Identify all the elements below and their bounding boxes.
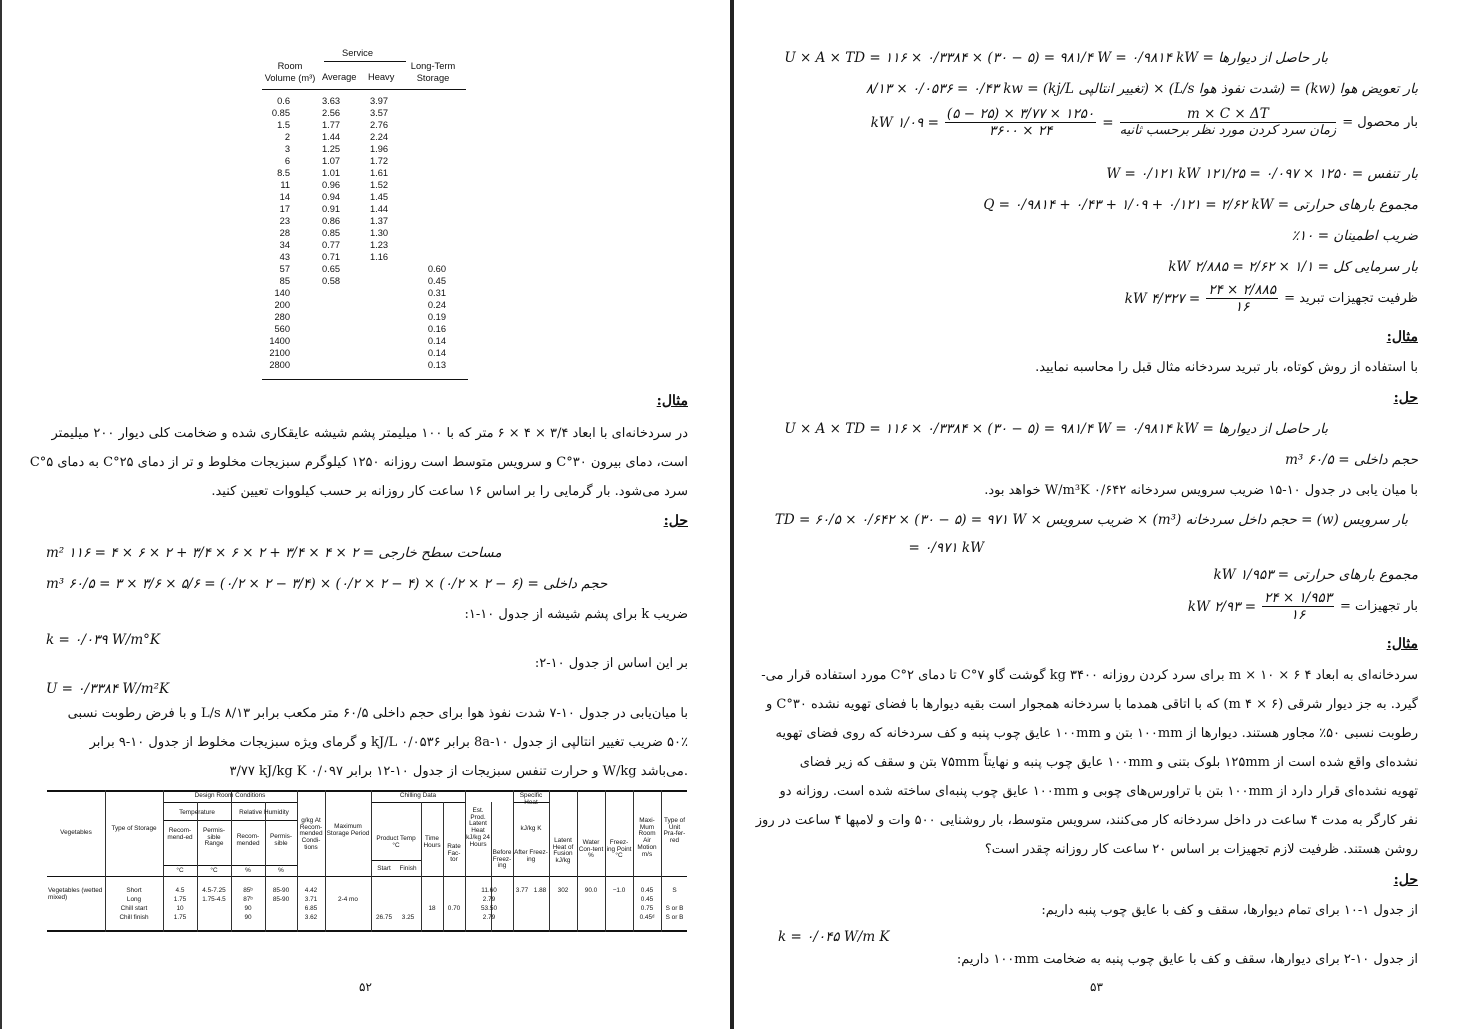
- gkg-header: g/kg At Recom-mended Condi-tions: [299, 817, 323, 851]
- heavy-cell: 1.23: [369, 240, 389, 250]
- room-table-row: [262, 120, 470, 132]
- room-table-row: [262, 324, 470, 336]
- example3-line-3: رطوبت نسبی ۵۰٪ مجاور هستند. دیوارها از ۱۰۰mm بتن و ۱۰۰mm عایق چوب پنبه و کف سردخانه که روی فضای تهویه: [775, 726, 1418, 741]
- water-content-header: Water Con-tent %: [578, 839, 604, 860]
- long-term-cell: 0.60: [427, 264, 446, 274]
- heavy-cell: 1.30: [369, 228, 389, 238]
- rate-factor-header: Rate Fac-tor: [447, 843, 461, 864]
- solution2-heading: حل:: [1393, 390, 1418, 406]
- type-unit-header: Type of Unit Pra-fer-red: [663, 817, 686, 845]
- average-cell: 0.77: [321, 240, 341, 250]
- walls-load-eq-2: بار حاصل از دیوارها = U × A × TD = ۱۱۶ × ۰/۳۳۸۴ × (۳۰ − ۵) = ۹۸۱/۴ W = ۰/۹۸۱۴ kW: [784, 421, 1328, 437]
- room-volume-cell: 57: [279, 264, 290, 274]
- example-heading: مثال:: [656, 393, 688, 409]
- heavy-cell: 3.57: [369, 108, 389, 118]
- temp-recommended-cell: 1.75: [173, 896, 187, 903]
- equipment-frac: [1262, 590, 1334, 623]
- specific-heat-header: Specific Heat: [519, 792, 543, 806]
- rh-permissible-header: Permis-sible: [269, 833, 292, 847]
- temp-recommended-cell: 1.75: [173, 914, 187, 921]
- storage-type-cell: Chill finish: [119, 914, 149, 921]
- room-volume-cell: 14: [279, 192, 290, 202]
- solution-heading: حل:: [663, 513, 688, 529]
- time-hours-header: Time Hours: [423, 835, 441, 849]
- long-term-cell: 0.45: [427, 276, 446, 286]
- long-term-cell: 0.14: [427, 336, 446, 346]
- heavy-cell: 2.24: [369, 132, 389, 142]
- capacity-result: = ۴/۳۲۷ kW: [1124, 290, 1201, 307]
- rh-recommended-cell: 90: [244, 905, 252, 912]
- example2-heading: مثال:: [1386, 329, 1418, 345]
- room-volume-cell: 1.5: [277, 120, 290, 130]
- max-storage-header: Maximum Storage Period: [326, 823, 370, 837]
- right-page: [734, 0, 1458, 1029]
- heavy-header: Heavy: [368, 72, 395, 82]
- latent-heat-cell: 11.60: [481, 887, 497, 894]
- room-volume-cell: 2100: [269, 348, 290, 358]
- frac1-den: زمان سرد کردن مورد نظر برحسب ثانیه: [1119, 123, 1337, 139]
- latent-heat-cell: 2.79: [482, 914, 496, 921]
- room-table-row: [262, 252, 470, 264]
- storage-type-cell: Chill start: [120, 905, 148, 912]
- room-table-row: [262, 348, 470, 360]
- room-volume-cell: 28: [279, 228, 290, 238]
- latent-heat-cell: 2.79: [482, 896, 496, 903]
- freezing-point-header: Freez-ing Point °C: [606, 839, 632, 860]
- room-volume-cell: 0.85: [271, 108, 290, 118]
- before-freezing-cell: 3.77: [515, 887, 529, 894]
- page-number-right: ۵۳: [1090, 980, 1103, 994]
- average-cell: 1.07: [321, 156, 341, 166]
- solution3-heading: حل:: [1393, 872, 1418, 888]
- temp-permissible-cell: 1.75-4.5: [202, 896, 226, 903]
- u-text: بر این اساس از جدول ۱۰-۲:: [534, 656, 688, 671]
- product-load-label: بار محصول =: [1342, 114, 1418, 130]
- gkg-cell: 4.42: [304, 887, 318, 894]
- heavy-cell: 1.44: [369, 204, 389, 214]
- after-freezing-cell: 1.88: [533, 887, 547, 894]
- unit-pct1: %: [245, 867, 251, 874]
- average-cell: 2.56: [321, 108, 341, 118]
- average-cell: 1.44: [321, 132, 341, 142]
- room-table-row: [262, 240, 470, 252]
- heavy-cell: 1.37: [369, 216, 389, 226]
- capacity-num: ۲/۸۸۵ × ۲۴: [1208, 282, 1277, 298]
- room-volume-cell: 560: [274, 324, 290, 334]
- frac2-num: ۱۲۵۰ × ۳/۷۷ × (۲۵ − ۵): [946, 106, 1095, 122]
- walls-load-eq: بار حاصل از دیوارها = U × A × TD = ۱۱۶ × ۰/۳۳۸۴ × (۳۰ − ۵) = ۹۸۱/۴ W = ۰/۹۸۱۴ kW: [784, 50, 1328, 66]
- respiration-eq: بار تنفس = ۱۲۵۰ × ۰/۰۹۷ = ۱۲۱/۲۵ W = ۰/۱۲۱ kW: [1106, 166, 1418, 182]
- gkg-cell: 6.85: [304, 905, 318, 912]
- heavy-cell: 1.72: [369, 156, 389, 166]
- unit-c2: °C: [210, 867, 218, 874]
- room-table-row: [262, 336, 470, 348]
- u-value: U = ۰/۳۳۸۴ W/m²K: [46, 681, 170, 697]
- para-line-2: ۵۰٪ ضریب تغییر انتالپی از جدول ۱۰-8a برابر ۰/۰۵۳۶ kJ/L و گرمای ویژه سبزیجات مخلوط از جدول ۱۰-۹ برابر: [89, 735, 688, 750]
- after-freezing-header: After Freez-ing: [514, 849, 548, 863]
- equipment-num: ۱/۹۵۳ × ۲۴: [1264, 590, 1333, 606]
- temperature-header: Temperature: [179, 809, 215, 816]
- room-table-row: [262, 276, 470, 288]
- finish-header: Finish: [399, 865, 417, 872]
- product-load-frac2: [945, 106, 1096, 139]
- average-cell: 1.25: [321, 144, 341, 154]
- max-air-header: Maxi-Mum Room Air Motion m/s: [637, 817, 657, 858]
- kjkgk-header: kJ/kg K: [520, 825, 542, 832]
- veg-name: Vegetables (wetted mixed): [48, 887, 103, 901]
- room-table-row: [262, 180, 470, 192]
- para-line-3: ۳/۷۷ kJ/kg K و حرارت تنفس سبزیجات از جدول ۱۰-۱۲ برابر ۰/۰۹۷ W/kg می‌باشد.: [229, 764, 688, 779]
- start-temp-cell: 26.75: [376, 914, 392, 921]
- average-header: Average: [322, 72, 357, 82]
- storage-type-cell: Short: [126, 887, 142, 894]
- product-load-eq: بار محصول = $\frac{m \times C \times \Delta T}{\text{زمان سرد کردن مورد نظر برحسب ثانیه}}$ = $\frac{۱۲۵۰ \times ۳/۷۷ \times (۲۵ - ۵)}{۲۴ \times ۳۶۰۰}$ = ۱/۰۹ kW: [870, 106, 1418, 139]
- room-table-row: [262, 360, 470, 372]
- air-motion-cell: 0.75: [640, 905, 654, 912]
- room-table-row: [262, 312, 470, 324]
- temp-recommended-cell: 10: [176, 905, 184, 912]
- latent-fusion-cell: 302: [557, 887, 569, 894]
- service-header: Service: [342, 48, 374, 58]
- area-equation: مساحت سطح خارجی = ۲ × ۴ × ۳/۴ + ۲ × ۶ × ۳/۴ + ۲ × ۶ × ۴ = ۱۱۶ m²: [46, 545, 502, 561]
- long-term-cell: 0.16: [427, 324, 446, 334]
- air-motion-cell: 0.45: [640, 896, 654, 903]
- room-table-row: [262, 168, 470, 180]
- latent-fusion-header: Latent Heat of Fusion kJ/kg: [552, 837, 574, 865]
- room-volume-cell: 140: [274, 288, 290, 298]
- average-cell: 3.63: [321, 96, 341, 106]
- gkg-cell: 3.62: [304, 914, 318, 921]
- water-content-cell: 90.0: [584, 887, 598, 894]
- room-volume-cell: 11: [280, 180, 290, 190]
- room-volume-cell: 43: [279, 252, 290, 262]
- freezing-point-cell: −1.0: [612, 887, 626, 894]
- equipment-label: بار تجهیزات =: [1340, 598, 1418, 614]
- room-volume-cell: 17: [279, 204, 290, 214]
- room-table-row: [262, 288, 470, 300]
- time-hours-cell: 18: [428, 905, 436, 912]
- room-table-row: [262, 228, 470, 240]
- average-cell: 0.96: [321, 180, 341, 190]
- relative-humidity-header: Relative Humidity: [239, 809, 289, 816]
- k-value: k = ۰/۰۳۹ W/m°K: [46, 632, 160, 648]
- equipment-result: = ۲/۹۳ kW: [1187, 598, 1257, 615]
- room-table-row: [262, 108, 470, 120]
- room-table-row: [262, 156, 470, 168]
- room-table-row: [262, 132, 470, 144]
- average-cell: 1.77: [321, 120, 341, 130]
- equipment-den: ۱۶: [1290, 607, 1306, 623]
- room-volume-cell: 8.5: [277, 168, 290, 178]
- long-term-cell: 0.19: [427, 312, 446, 322]
- before-freezing-header: Before Freez-ing: [492, 849, 512, 870]
- rh-recommended-header: Recom-mended: [236, 833, 260, 847]
- air-motion-cell: 0.45ᵈ: [639, 914, 655, 921]
- unit-pct2: %: [278, 867, 284, 874]
- col-vegetables: Vegetables: [60, 829, 92, 836]
- room-volume-rows: [262, 96, 470, 372]
- example-line-3: سرد می‌شود. بار گرمایی را بر اساس ۱۶ ساعت کار روزانه بر حسب کیلووات تعیین کنید.: [211, 484, 688, 499]
- unit-c1: °C: [176, 867, 184, 874]
- solution3-text-2: از جدول ۱۰-۲ برای دیوارها، سقف و کف با عایق چوب پنبه به ضخامت ۱۰۰mm داریم:: [956, 952, 1418, 967]
- room-table-row: [262, 96, 470, 108]
- capacity-eq: [1125, 282, 1418, 315]
- average-cell: 0.71: [321, 252, 341, 262]
- example3-line-1: سردخانه‌ای به ابعاد ۴ m × ۱۰ × ۶ برای سرد کردن روزانه ۳۴۰۰ kg گوشت گاو ۷°C تا دمای ۲°C مورد استفاده قرار می-: [761, 668, 1418, 683]
- unit-type-cell: S or B: [665, 914, 684, 921]
- example-line-1: در سردخانه‌ای با ابعاد ۳/۴ × ۴ × ۶ متر که با ۱۰۰ میلیمتر پشم شیشه عایقکاری شده و ضخامت کلی دیوار ۲۰۰ میلیمتر: [51, 426, 688, 441]
- para-line-1: با میان‌یابی در جدول ۱۰-۷ شدت نفوذ هوا برای حجم داخلی ۶۰/۵ متر مکعب برابر ۸/۱۳ L/s و با فرض رطوبت نسبی: [67, 706, 688, 721]
- temp-permissible-cell: 4.5-7.25: [202, 887, 226, 894]
- product-load-frac1: [1120, 106, 1337, 139]
- product-temp-header: Product Temp °C: [376, 835, 416, 849]
- average-cell: 0.86: [321, 216, 341, 226]
- safety-factor-eq: ضریب اطمینان = ۱۰٪: [1291, 228, 1418, 244]
- average-cell: 0.94: [321, 192, 341, 202]
- room-volume-cell: 6: [284, 156, 290, 166]
- average-cell: 0.91: [321, 204, 341, 214]
- max-period-cell: 2-4 mo: [338, 896, 358, 903]
- example3-line-7: روشن هستند. ظرفیت لازم تجهیزات بر اساس ۲۰ ساعت کار روزانه چقدر است؟: [984, 842, 1418, 857]
- average-cell: 0.58: [321, 276, 341, 286]
- room-volume-cell: 2800: [269, 360, 290, 370]
- total-heat-eq: مجموع بارهای حرارتی = Q = ۰/۹۸۱۴ + ۰/۴۳ + ۱/۰۹ + ۰/۱۲۱ = ۲/۶۲ kW: [983, 197, 1418, 213]
- example3-line-6: نفر کارگر به مدت ۴ ساعت در داخل سردخانه کار می‌کنند، سرویس متوسط، بار روشنایی ۵۰۰ وات و لامپها ۴ ساعت در روز: [755, 813, 1418, 828]
- rh-permissible-cell: 85-90: [272, 896, 290, 903]
- frac2-den: ۲۴ × ۳۶۰۰: [988, 123, 1053, 139]
- rh-recommended-cell: 90: [244, 914, 252, 921]
- rh-recommended-cell: 85ᵇ: [243, 887, 253, 894]
- capacity-frac: [1206, 282, 1278, 315]
- total-heat-eq-2: مجموع بارهای حرارتی = ۱/۹۵۳ kW: [1213, 567, 1418, 583]
- page-number-left: ۵۲: [359, 980, 372, 994]
- average-cell: 1.01: [321, 168, 341, 178]
- solution3-k: k = ۰/۰۴۵ W/m K: [778, 929, 890, 945]
- latent-heat-cell: 53.50: [481, 905, 497, 912]
- example-line-2: است، دمای بیرون ۳۰°C و سرویس متوسط است روزانه ۱۲۵۰ کیلوگرم سبزیجات مخلوط و تر از دمای ۲۵°C به دمای ۵°C: [29, 455, 688, 470]
- room-volume-cell: 34: [279, 240, 290, 250]
- k-text: ضریب k برای پشم شیشه از جدول ۱۰-۱:: [464, 607, 688, 622]
- example2-text: با استفاده از روش کوتاه، بار تبرید سردخانه مثال قبل را محاسبه نمایید.: [1035, 360, 1418, 375]
- rh-recommended-cell: 87ᵇ: [243, 896, 253, 903]
- design-conditions: Design Room Conditions: [194, 792, 266, 799]
- room-volume-cell: 3: [284, 144, 290, 154]
- room-table-row: [262, 216, 470, 228]
- room-volume-header: Room Volume (m³): [264, 61, 316, 83]
- room-volume-cell: 0.6: [277, 96, 290, 106]
- service-load-kw: = ۰/۹۷۱ kW: [908, 540, 984, 556]
- air-motion-cell: 0.45: [640, 887, 654, 894]
- permissible-header: Permis-sible Range: [202, 827, 225, 848]
- volume-equation: حجم داخلی = (۶ − ۲ × ۰/۲) × (۴ − ۲ × ۰/۲) × (۳/۴ − ۲ × ۰/۲) = ۵/۶ × ۳/۶ × ۳ = ۶۰/۵ m³: [46, 576, 608, 592]
- capacity-label: ظرفیت تجهیزات تبرید =: [1284, 290, 1418, 306]
- heavy-cell: 1.16: [369, 252, 389, 262]
- total-cooling-eq: بار سرمایی کل = ۱/۱ × ۲/۶۲ = ۲/۸۸۵ kW: [1168, 259, 1418, 275]
- example3-heading: مثال:: [1386, 636, 1418, 652]
- long-term-cell: 0.13: [427, 360, 446, 370]
- room-volume-cell: 200: [274, 300, 290, 310]
- example3-line-5: تهویه نشده‌ای قرار دارد از ۱۰۰mm بتن با تراورس‌های چوبی و ۱۰۰mm عایق چوب پنبه‌ای ساخته شده است. روزانه دو: [779, 784, 1418, 799]
- room-table-row: [262, 192, 470, 204]
- inner-volume-eq: حجم داخلی = ۶۰/۵ m³: [1285, 452, 1418, 468]
- heavy-cell: 2.76: [369, 120, 389, 130]
- room-volume-cell: 2: [284, 132, 290, 142]
- room-volume-cell: 1400: [269, 336, 290, 346]
- heavy-cell: 1.52: [369, 180, 389, 190]
- start-header: Start: [377, 865, 391, 872]
- finish-temp-cell: 3.25: [401, 914, 415, 921]
- unit-type-cell: S: [672, 887, 677, 894]
- long-term-cell: 0.24: [427, 300, 446, 310]
- rh-permissible-cell: 85-90: [272, 887, 290, 894]
- heavy-cell: 1.61: [369, 168, 389, 178]
- example3-line-4: نشده‌ای واقع شده است از ۱۲۵mm بلوک بتنی و ۱۰۰mm عایق چوب پنبه و نهایتاً ۷۵mm بتن و سقف که زیر فضای: [799, 755, 1418, 770]
- equipment-load-eq: [1188, 590, 1418, 623]
- solution3-text-1: از جدول ۱-۱۰ برای تمام دیوارها، سقف و کف با عایق چوب پنبه داریم:: [1041, 903, 1418, 918]
- interp-text: با میان یابی در جدول ۱۰-۱۵ ضریب سرویس سردخانه ۰/۶۴۲ W/m³K خواهد بود.: [984, 483, 1418, 498]
- gkg-cell: 3.71: [304, 896, 318, 903]
- room-volume-cell: 23: [279, 216, 290, 226]
- example3-line-2: گیرد. به جز دیوار شرقی (۶ × ۴ m) که با اتاقی همدما با سردخانه همجوار است بقیه دیوارها با فضای تهویه نشده ۳۰°C و: [765, 697, 1418, 712]
- room-table-row: [262, 300, 470, 312]
- est-latent-header: Est. Prod. Latent Heat kJ/kg 24 Hours: [466, 807, 490, 848]
- unit-type-cell: S or B: [665, 905, 684, 912]
- average-cell: 0.65: [321, 264, 341, 274]
- storage-type-cell: Long: [126, 896, 142, 903]
- capacity-den: ۱۶: [1234, 299, 1250, 315]
- room-table-row: [262, 264, 470, 276]
- long-term-header: Long-Term Storage: [410, 61, 456, 83]
- chilling-data-header: Chilling Data: [399, 792, 437, 799]
- rate-factor-cell: 0.70: [447, 905, 461, 912]
- heavy-cell: 1.96: [369, 144, 389, 154]
- temp-recommended-cell: 4.5: [175, 887, 185, 894]
- average-cell: 0.85: [321, 228, 341, 238]
- product-load-result: = ۱/۰۹ kW: [870, 114, 939, 131]
- service-load-eq: بار سرویس (w) = حجم داخل سردخانه (m³) × ضریب سرویس × TD = ۶۰/۵ × ۰/۶۴۲ × (۳۰ − ۵) = ۹۷۱ W: [774, 512, 1408, 528]
- col-type: Type of Storage: [111, 825, 157, 832]
- frac1-num: m × C × ΔT: [1120, 106, 1337, 123]
- air-change-eq: بار تعویض هوا (kw) = (شدت نفوذ هوا L/s) × (تغییر انتالپی kj/L) = ۸/۱۳ × ۰/۰۵۳۶ = ۰/۴۳ kw: [865, 81, 1418, 97]
- long-term-cell: 0.31: [427, 288, 446, 298]
- room-table-row: [262, 204, 470, 216]
- vegetables-table: [47, 790, 687, 932]
- room-volume-cell: 85: [279, 276, 290, 286]
- room-volume-cell: 280: [274, 312, 290, 322]
- heavy-cell: 1.45: [369, 192, 389, 202]
- heavy-cell: 3.97: [369, 96, 389, 106]
- recommended-header: Recom-mend-ed: [167, 827, 193, 841]
- room-table-row: [262, 144, 470, 156]
- long-term-cell: 0.14: [427, 348, 446, 358]
